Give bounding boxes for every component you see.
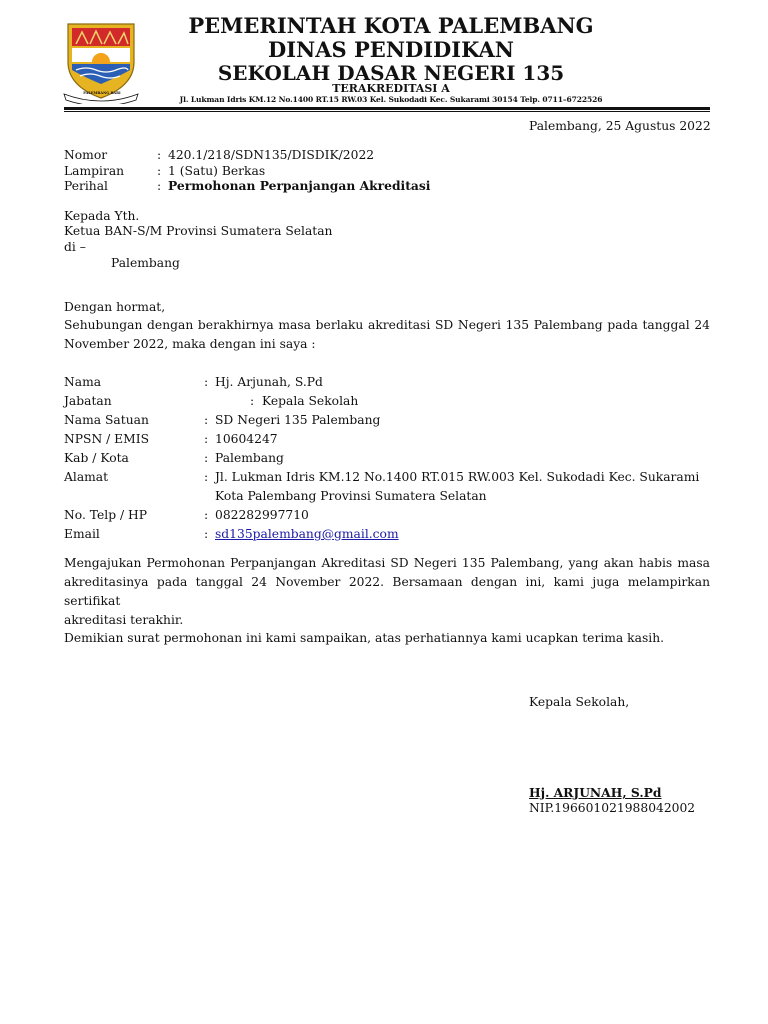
identity-value-alamat: Jl. Lukman Idris KM.12 No.1400 RT.015 RW.003 Kel. Sukodadi Kec. Sukarami bbox=[215, 470, 700, 484]
letterhead-rule-thick bbox=[64, 107, 710, 110]
identity-label-telp: No. Telp / HP bbox=[64, 508, 148, 522]
identity-sep: : bbox=[204, 375, 209, 389]
identity-sep: : bbox=[204, 432, 209, 446]
field-value-nomor: 420.1/218/SDN135/DISDIK/2022 bbox=[168, 148, 375, 162]
signature-title: Kepala Sekolah, bbox=[529, 695, 630, 709]
identity-sep: : bbox=[204, 527, 209, 541]
identity-sep: : bbox=[204, 470, 209, 484]
identity-label-satuan: Nama Satuan bbox=[64, 413, 149, 427]
letterhead-school: SEKOLAH DASAR NEGERI 135 bbox=[217, 61, 565, 85]
identity-label-npsn: NPSN / EMIS bbox=[64, 432, 150, 446]
identity-sep: : bbox=[204, 451, 209, 465]
greeting: Dengan hormat, bbox=[64, 300, 166, 314]
identity-sep: : bbox=[250, 394, 255, 408]
identity-value-nama: Hj. Arjunah, S.Pd bbox=[215, 375, 323, 389]
signature-name: Hj. ARJUNAH, S.Pd bbox=[529, 785, 662, 800]
field-value-lampiran: 1 (Satu) Berkas bbox=[168, 164, 266, 178]
body-line: akreditasi terakhir. bbox=[64, 613, 184, 627]
identity-value-npsn: 10604247 bbox=[215, 432, 278, 446]
body-line: akreditasinya pada tanggal 24 November 2022. Bersamaan dengan ini, kami juga melampirkan sertifikat bbox=[64, 575, 710, 608]
recipient-name: Ketua BAN-S/M Provinsi Sumatera Selatan bbox=[64, 224, 333, 238]
recipient-city: Palembang bbox=[111, 256, 180, 270]
identity-value-jabatan: Kepala Sekolah bbox=[262, 394, 359, 408]
field-sep: : bbox=[157, 179, 162, 193]
identity-label-alamat: Alamat bbox=[64, 470, 109, 484]
place-date: Palembang, 25 Agustus 2022 bbox=[529, 119, 711, 133]
identity-value-telp: 082282997710 bbox=[215, 508, 309, 522]
letterhead-address: Jl. Lukman Idris KM.12 No.1400 RT.15 RW.03 Kel. Sukodadi Kec. Sukarami 30154 Telp. 0711–6722526 bbox=[179, 95, 603, 104]
identity-label-kota: Kab / Kota bbox=[64, 451, 129, 465]
identity-value-alamat-line2: Kota Palembang Provinsi Sumatera Selatan bbox=[215, 489, 487, 503]
letterhead-rule-thin bbox=[64, 111, 710, 112]
identity-sep: : bbox=[204, 508, 209, 522]
identity-value-satuan: SD Negeri 135 Palembang bbox=[215, 413, 381, 427]
field-label-lampiran: Lampiran bbox=[64, 164, 125, 178]
body-paragraph bbox=[64, 554, 710, 630]
recipient-di: di – bbox=[64, 240, 86, 254]
field-value-perihal: Permohonan Perpanjangan Akreditasi bbox=[168, 178, 431, 193]
intro-paragraph bbox=[64, 316, 710, 354]
closing-sentence: Demikian surat permohonan ini kami sampaikan, atas perhatiannya kami ucapkan terima kasih. bbox=[64, 631, 665, 645]
body-line: Mengajukan Permohonan Perpanjangan Akreditasi SD Negeri 135 Palembang, yang akan habis masa bbox=[64, 556, 710, 570]
field-sep: : bbox=[157, 148, 162, 162]
letterhead-government: PEMERINTAH KOTA PALEMBANG bbox=[188, 13, 594, 38]
email-link[interactable]: sd135palembang@gmail.com bbox=[215, 527, 399, 541]
field-label-nomor: Nomor bbox=[64, 148, 108, 162]
identity-value-kota: Palembang bbox=[215, 451, 284, 465]
intro-line: November 2022, maka dengan ini saya : bbox=[64, 337, 316, 351]
identity-label-nama: Nama bbox=[64, 375, 102, 389]
field-sep: : bbox=[157, 164, 162, 178]
identity-label-email: Email bbox=[64, 527, 100, 541]
field-label-perihal: Perihal bbox=[64, 179, 108, 193]
intro-line: Sehubungan dengan berakhirnya masa berlaku akreditasi SD Negeri 135 Palembang pada tanggal 24 bbox=[64, 318, 710, 332]
identity-label-jabatan: Jabatan bbox=[64, 394, 112, 408]
letterhead-department: DINAS PENDIDIKAN bbox=[268, 37, 514, 62]
letterhead-accreditation: TERAKREDITASI A bbox=[332, 82, 450, 95]
recipient-salutation: Kepada Yth. bbox=[64, 209, 140, 223]
identity-sep: : bbox=[204, 413, 209, 427]
logo-caption: PALEMBANG BARI bbox=[83, 91, 121, 95]
signature-nip: NIP.196601021988042002 bbox=[529, 801, 696, 815]
